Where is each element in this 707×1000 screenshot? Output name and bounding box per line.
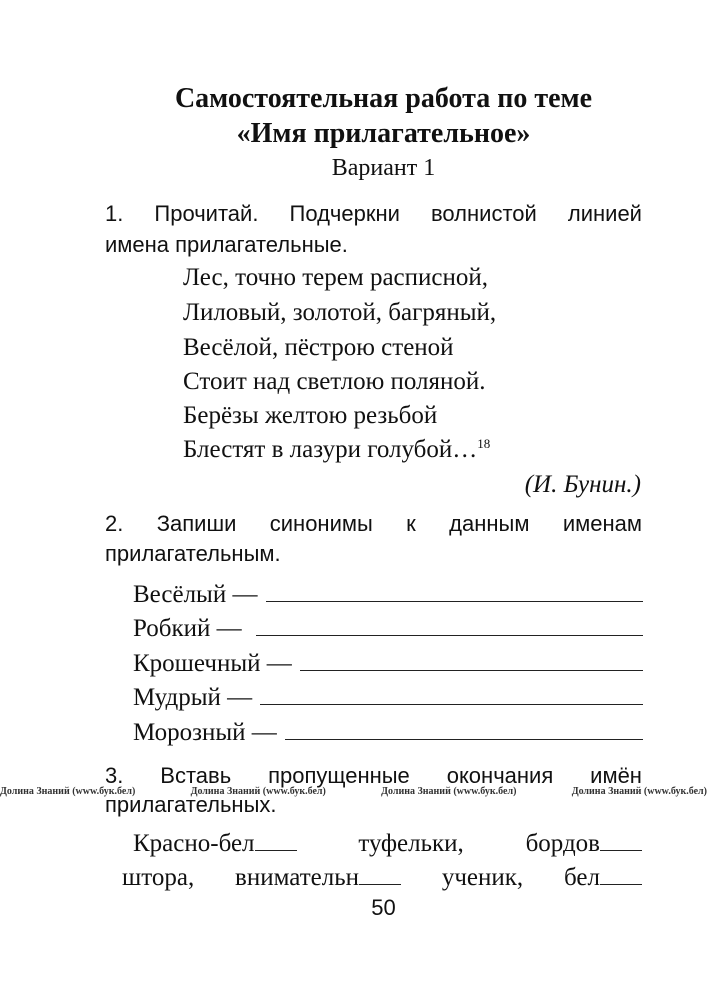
- watermark-text: Долина Знаний (www.бук.бел): [0, 786, 136, 797]
- task2-word: данным: [449, 511, 530, 536]
- fill-row: [133, 830, 642, 858]
- word-stem: бордов: [525, 830, 600, 857]
- ending-blank[interactable]: [255, 832, 297, 851]
- fill-item: [564, 864, 642, 892]
- fill-item: [235, 864, 401, 892]
- task3-word: имён: [590, 763, 642, 788]
- task2-word: к: [406, 511, 416, 536]
- synonym-word: Мудрый —: [133, 684, 253, 711]
- task3-word: пропущенные: [268, 763, 410, 788]
- fill-word: штора,: [122, 864, 195, 891]
- synonym-word: Крошечный —: [133, 650, 292, 677]
- watermark-text: Долина Знаний (www.бук.бел): [381, 786, 517, 797]
- task2-word: именам: [562, 511, 642, 536]
- task3-word: 3.: [105, 763, 124, 788]
- task1-word: линией: [567, 201, 642, 226]
- task3-word: Вставь: [160, 763, 232, 788]
- synonym-row: [133, 581, 643, 609]
- footnote-number: 18: [477, 436, 491, 451]
- poem-line-last: [183, 436, 490, 464]
- task2-word: синонимы: [269, 511, 373, 536]
- task1-word: Подчеркни: [289, 201, 400, 226]
- fill-word: ученик,: [441, 864, 524, 891]
- poem-line: Блестят в лазури голубой…: [183, 436, 478, 463]
- task1-heading: [105, 201, 642, 227]
- task1-word: 1.: [105, 201, 124, 226]
- answer-line[interactable]: [256, 617, 643, 636]
- poem-line: Стоит над светлою поляной.: [183, 368, 486, 395]
- task2-word: 2.: [105, 511, 124, 536]
- word-stem: бел: [564, 864, 600, 891]
- answer-line[interactable]: [285, 721, 643, 740]
- page-title-line1: Самостоятельная работа по теме: [174, 83, 593, 114]
- synonym-row: [133, 650, 643, 678]
- poem-line: Весёлой, пёстрою стеной: [183, 334, 454, 361]
- synonym-row: [133, 719, 643, 747]
- fill-item: [133, 830, 297, 858]
- page-title-line2: «Имя прилагательное»: [236, 118, 531, 149]
- answer-line[interactable]: [260, 686, 643, 705]
- word-stem: внимательн: [235, 864, 359, 891]
- poem-line: Берёзы желтою резьбой: [183, 402, 438, 429]
- answer-line[interactable]: [266, 583, 644, 602]
- poem-line: Лес, точно терем расписной,: [183, 264, 488, 291]
- page-number: 50: [371, 895, 396, 920]
- task1-word: волнистой: [430, 201, 537, 226]
- poem-author: (И. Бунин.): [524, 471, 641, 498]
- synonym-row: [133, 615, 643, 643]
- watermark-strip: [0, 786, 707, 797]
- answer-line[interactable]: [300, 652, 643, 671]
- watermark-text: Долина Знаний (www.бук.бел): [571, 786, 707, 797]
- task2-heading-line2: прилагательным.: [105, 541, 281, 566]
- synonym-row: [133, 684, 643, 712]
- synonym-word: Весёлый —: [133, 581, 258, 608]
- ending-blank[interactable]: [600, 866, 642, 885]
- ending-blank[interactable]: [359, 866, 401, 885]
- fill-word: туфельки,: [358, 830, 464, 857]
- poem-line: Лиловый, золотой, багряный,: [183, 299, 497, 326]
- task1-word: Прочитай.: [154, 201, 259, 226]
- task2-heading: [105, 511, 642, 537]
- task3-heading-line2: прилагательных.: [105, 792, 277, 817]
- variant-label: Вариант 1: [331, 155, 436, 181]
- task2-word: Запиши: [156, 511, 237, 536]
- ending-blank[interactable]: [600, 832, 642, 851]
- synonym-word: Робкий —: [133, 615, 242, 642]
- task1-heading-line2: имена прилагательные.: [105, 232, 348, 257]
- task3-word: окончания: [446, 763, 554, 788]
- synonym-word: Морозный —: [133, 719, 277, 746]
- fill-item: [526, 830, 642, 858]
- word-stem: Красно-бел: [133, 830, 255, 857]
- watermark-text: Долина Знаний (www.бук.бел): [190, 786, 326, 797]
- fill-row: [122, 864, 642, 892]
